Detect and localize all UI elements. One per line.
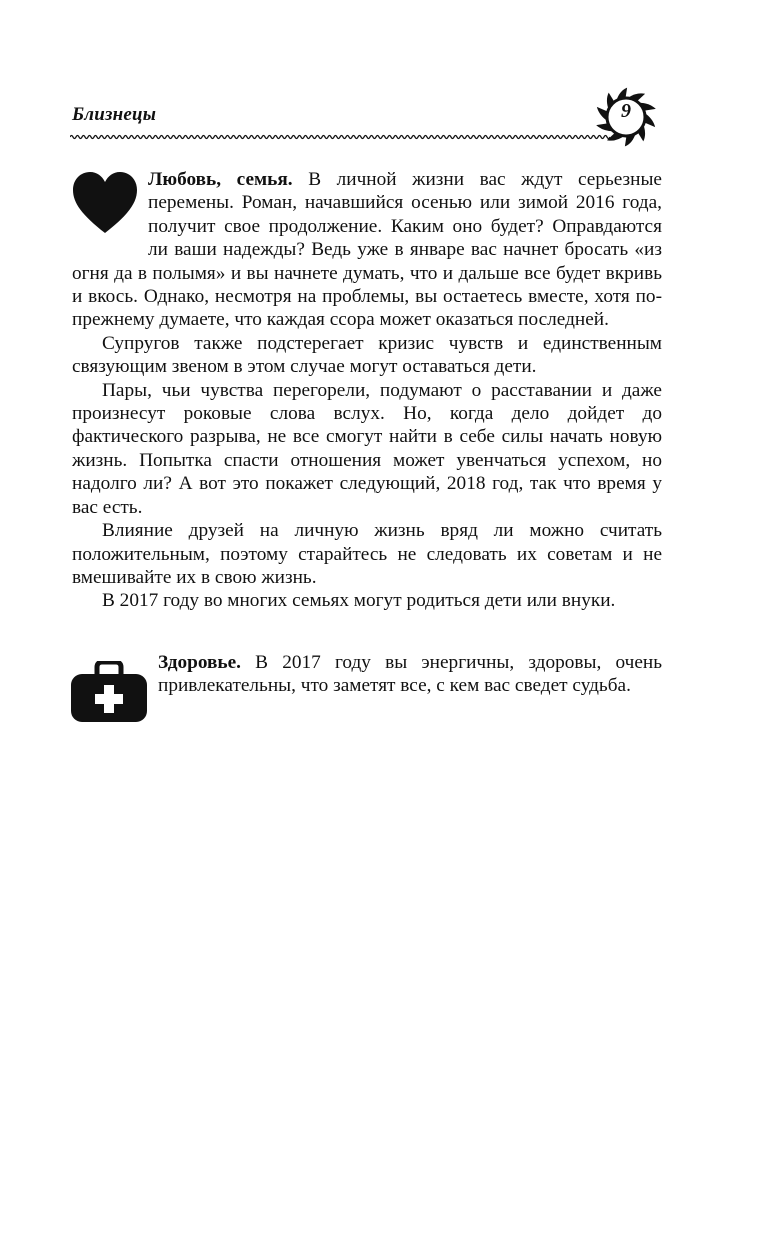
first-aid-kit-icon — [70, 661, 148, 723]
love-heading: Любовь, семья. — [148, 169, 293, 190]
health-paragraph-1-text: В 2017 году вы энергичны, здоровы, очень привлекательны, что заметят все, с кем вас сведет судьба. — [158, 652, 662, 697]
heart-icon — [72, 171, 138, 237]
page-number: 9 — [621, 100, 631, 122]
health-paragraph-1 — [72, 651, 662, 698]
health-section — [72, 651, 662, 723]
love-paragraph-1-text: В личной жизни вас ждут серьезные перемены. Роман, начавшийся осенью или зимой 2016 года, получит свое продолжение. Каким оно будет? Оправдаются ли ваши надежды? Ведь уже в январе вас начнет бросать «из огня да в полымя» и вы начнете думать, что и дальше все будет вкривь и вкось. Однако, несмотря на проблемы, вы остаетесь вместе, хотя по-прежнему думаете, что каждая ссора может оказаться последней. — [72, 169, 662, 331]
running-title: Близнецы — [72, 104, 157, 125]
love-paragraph-4: Влияние друзей на личную жизнь вряд ли можно считать положительным, поэтому старайтесь не следовать их советам и не вмешивайте их в свою жизнь. — [72, 520, 662, 588]
love-paragraph-1 — [72, 168, 662, 332]
love-paragraph-3: Пары, чьи чувства перегорели, подумают о расставании и даже произнесут роковые слова вслух. Но, когда дело дойдет до фактического разрыва, не все смогут найти в себе силы начать новую жизнь. Попытка спасти отношения может увенчаться успехом, но надолго ли? А вот это покажет следующий, 2018 год, так что время у вас есть. — [72, 379, 662, 518]
love-family-section — [72, 168, 662, 613]
love-paragraph-5: В 2017 году во многих семьях могут родиться дети или внуки. — [102, 590, 616, 612]
wavy-header-rule — [70, 132, 610, 142]
health-heading: Здоровье. — [158, 652, 241, 673]
love-paragraph-2: Супругов также подстерегает кризис чувств и единственным связующим звеном в этом случае могут оставаться дети. — [72, 332, 662, 378]
